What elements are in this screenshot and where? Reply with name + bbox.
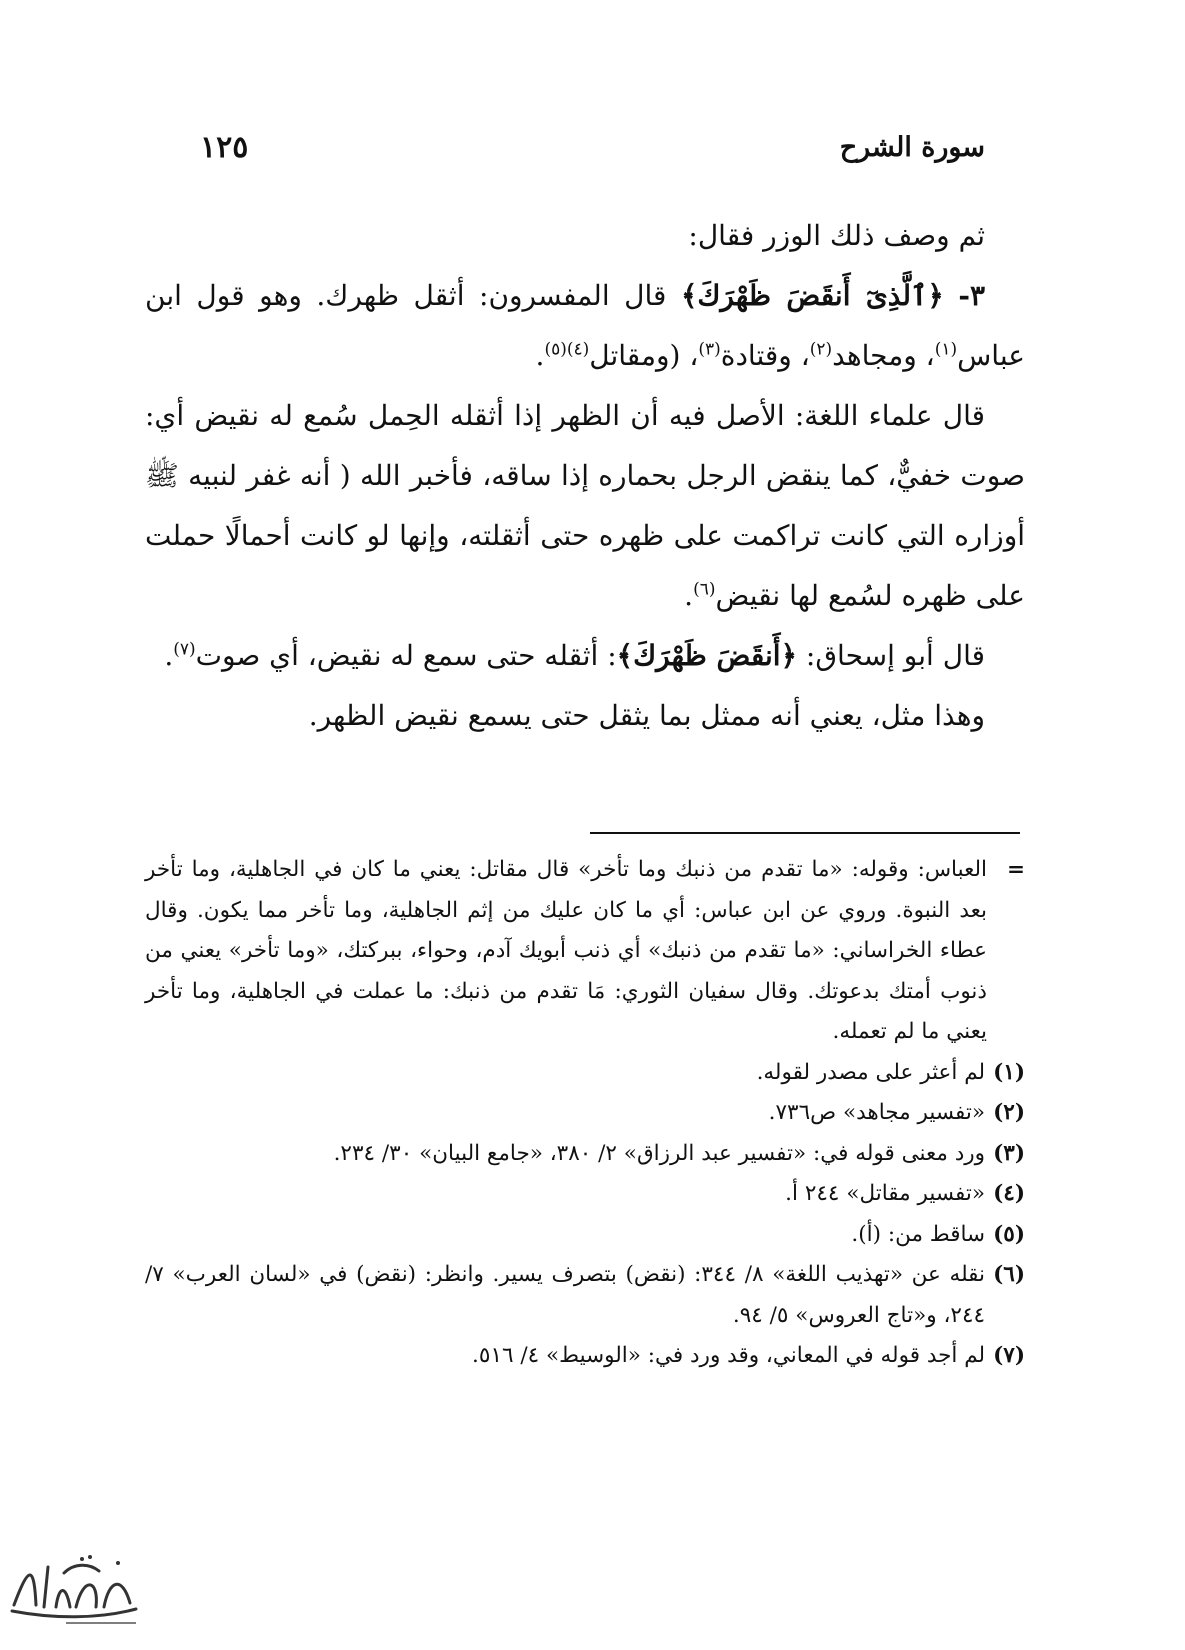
footnote-text: ساقط من: (أ). [851, 1221, 986, 1247]
footnote-item [145, 1053, 1025, 1094]
continuation-mark: = [1006, 857, 1025, 882]
footnote-text: نقله عن «تهذيب اللغة» ٨/ ٣٤٤: (نقض) بتصرف يسير. وانظر: (نقض) في «لسان العرب» ٧/ ٢٤٤، و«تاج العروس» ٥/ ٩٤. [145, 1262, 986, 1328]
footnote-text: لم أجد قوله في المعاني، وقد ورد في: «الوسيط» ٤/ ٥١٦. [472, 1343, 986, 1368]
text-run: قال المفسرون: أثقل ظهرك. وهو قول ابن عباس [145, 279, 1025, 372]
paragraph-3 [145, 386, 1025, 626]
text-run: ، ومجاهد [832, 339, 935, 372]
footnote-continuation [145, 850, 1025, 1053]
footnote-item [145, 1255, 1025, 1336]
verse-number: ٣- [958, 279, 986, 312]
footnote-separator [590, 832, 1020, 834]
footnote-text: «تفسير مقاتل» ٢٤٤ أ. [785, 1181, 986, 1206]
quran-quote: ﴿ٱلَّذِىٓ أَنقَضَ ظَهْرَكَ﴾ [680, 279, 944, 312]
text-run: . [535, 339, 545, 372]
footnotes [145, 850, 1025, 1377]
surah-title: سورة الشرح [839, 131, 985, 163]
text-run: قال أبو إسحاق: [796, 639, 985, 672]
footnote-item [145, 1134, 1025, 1175]
paragraph-1: ثم وصف ذلك الوزر فقال: [688, 219, 985, 252]
footnote-ref: (٢) [809, 339, 833, 360]
footnote-number: (٥) [993, 1221, 1025, 1247]
paragraph-5: وهذا مثل، يعني أنه ممثل بما يثقل حتى يسمع نقيض الظهر. [308, 699, 985, 732]
footnote-text: ورد معنى قوله في: «تفسير عبد الرزاق» ٢/ ٣٨٠، «جامع البيان» ٣٠/ ٢٣٤. [333, 1140, 986, 1166]
footnote-number: (١) [993, 1059, 1025, 1085]
continuation-text: العباس: وقوله: «ما تقدم من ذنبك وما تأخر» قال مقاتل: يعني ما كان في الجاهلية، وما تأخر بعد النبوة. وروي عن ابن عباس: أي ما كان عليك من إثم الجاهلية، وما تأخر مما يكون. وقال عطاء الخراساني: «ما تقدم من ذنبك» أي ذنب أبويك آدم، وحواء، ببركتك، «وما تأخر» يعني من ذنوب أمتك بدعوتك. وقال سفيان الثوري: مَا تقدم من ذنبك: ما عملت في الجاهلية، وما تأخر يعني ما لم تعمله. [145, 857, 987, 1044]
text-run: . [164, 639, 174, 672]
text-run: قال علماء اللغة: الأصل فيه أن الظهر إذا أثقله الحِمل سُمع له نقيض أي: صوت خفيٌّ، كما ينقض الرجل بحماره إذا ساقه، فأخبر الله ( أنه غفر لنبيه ﷺ أوزاره التي كانت تراكمت على ظهره حتى أثقلته، وإنها لو كانت أحمالًا حملت على ظهره لسُمع لها نقيض [145, 399, 1025, 612]
footnote-number: (٧) [993, 1343, 1025, 1368]
footnote-ref: (٦) [693, 579, 716, 600]
footnote-item [145, 1174, 1025, 1215]
text-run: ، وقتادة [720, 339, 810, 372]
paragraph-4 [145, 626, 1025, 686]
footnote-item [145, 1336, 1025, 1377]
quran-quote: ﴿أَنقَضَ ظَهْرَكَ﴾ [616, 639, 797, 672]
running-header [200, 122, 985, 172]
footnote-item [145, 1093, 1025, 1134]
text-run: . [684, 579, 694, 612]
footnote-ref: (١) [934, 339, 958, 360]
footnote-ref: (٤)(٥) [544, 339, 590, 360]
footnote-text: «تفسير مجاهد» ص٧٣٦. [768, 1100, 986, 1125]
footnote-item [145, 1215, 1025, 1256]
paragraph-2 [145, 266, 1025, 386]
calligraphy-logo [4, 1545, 144, 1627]
footnote-ref: (٧) [173, 639, 196, 660]
main-text [145, 206, 1025, 746]
text-run: : أثقله حتى سمع له نقيض، أي صوت [195, 639, 617, 672]
calligraphy-mark-icon [4, 1545, 144, 1627]
footnote-ref: (٣) [698, 339, 721, 360]
footnote-number: (٤) [993, 1181, 1025, 1206]
text-run: ، (ومقاتل [589, 339, 699, 372]
footnote-number: (٣) [993, 1140, 1025, 1166]
page-number: ١٢٥ [200, 129, 249, 165]
footnote-text: لم أعثر على مصدر لقوله. [756, 1059, 986, 1085]
footnote-number: (٢) [993, 1100, 1025, 1125]
footnote-number: (٦) [993, 1262, 1025, 1287]
